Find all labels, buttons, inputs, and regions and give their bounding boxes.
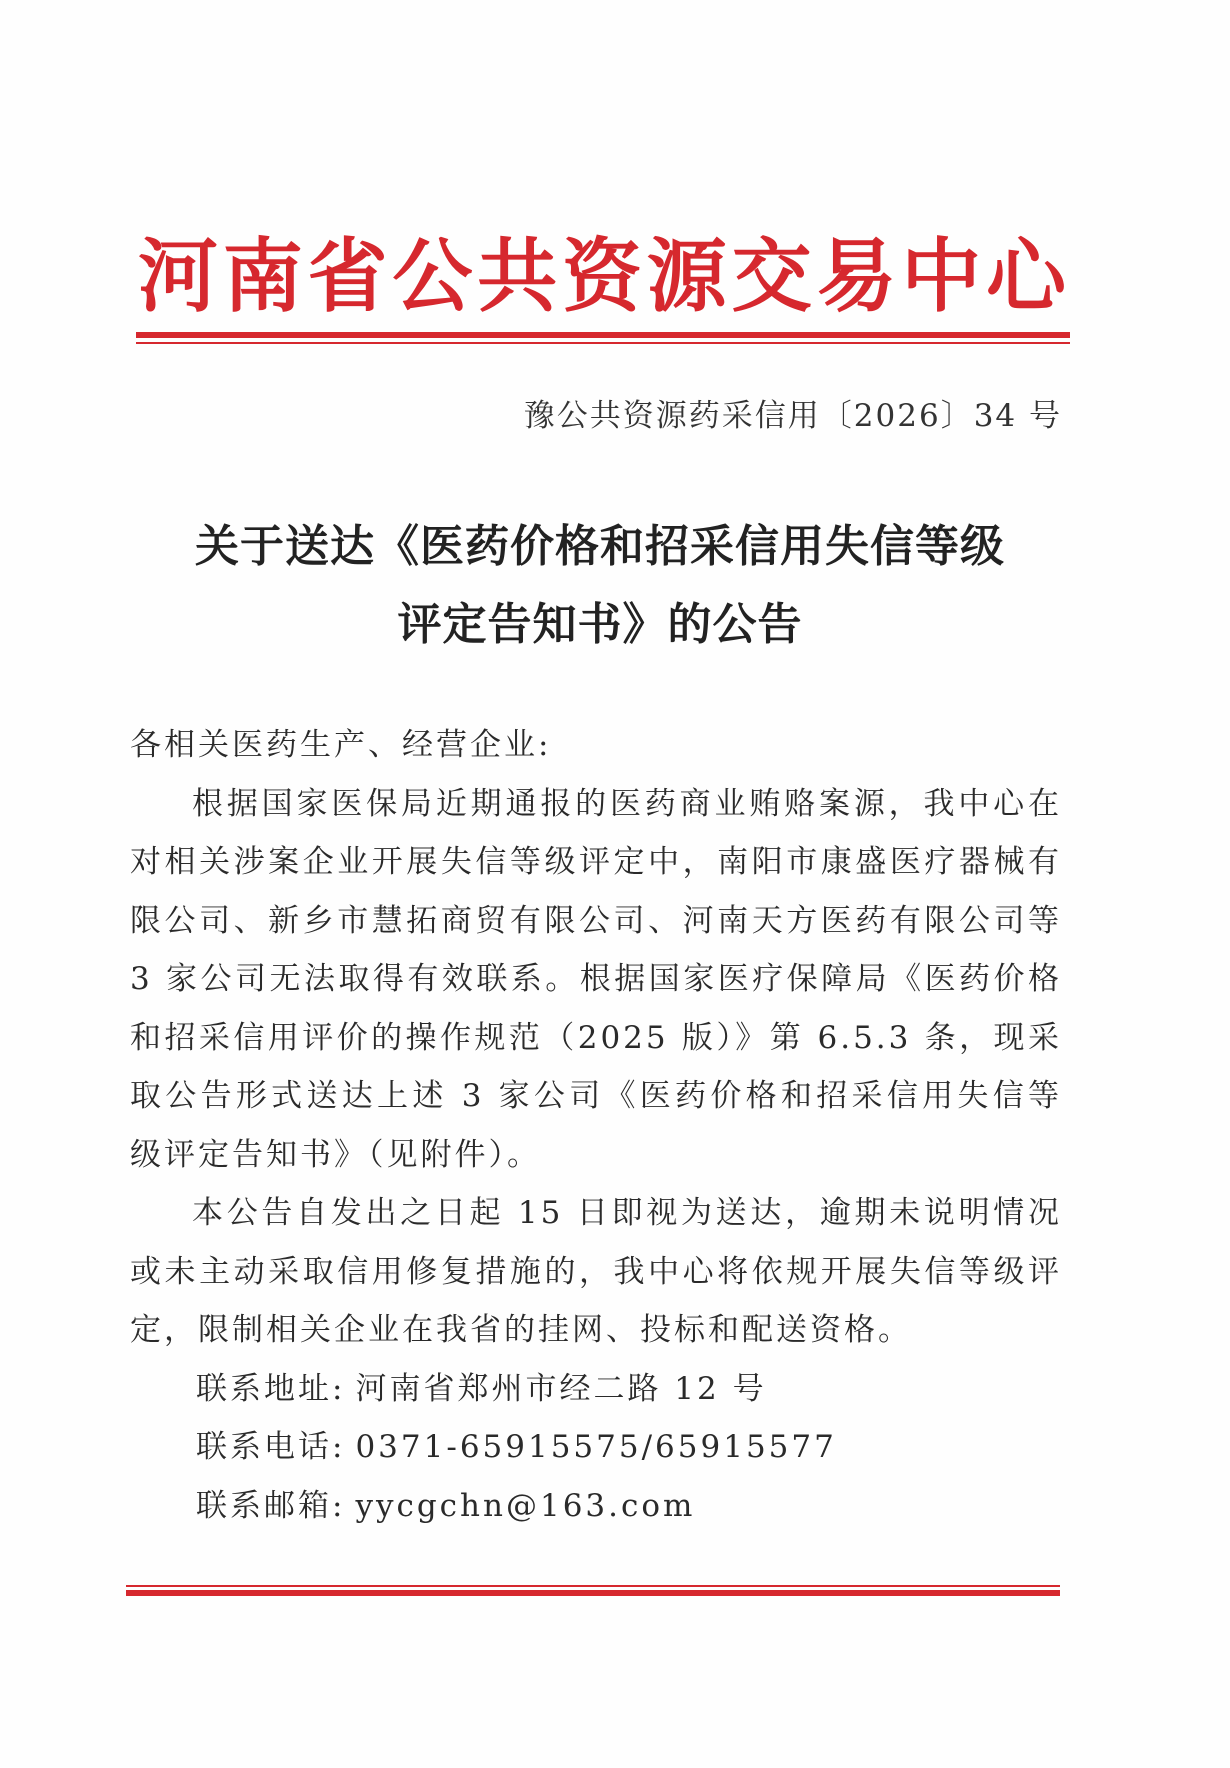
document-number: 豫公共资源药采信用〔2026〕34 号 bbox=[523, 398, 1062, 434]
contact-email-label: 联系邮箱: bbox=[196, 1487, 346, 1524]
letterhead-red-rule-thin bbox=[136, 342, 1070, 344]
title-line-2: 评定告知书》的公告 bbox=[397, 599, 803, 650]
contact-phone-value: 0371-65915575/65915577 bbox=[355, 1429, 837, 1465]
salutation: 各相关医药生产、经营企业: bbox=[130, 727, 552, 763]
document-title bbox=[150, 508, 1050, 664]
document-body bbox=[130, 716, 1062, 1535]
contact-address bbox=[130, 1360, 1062, 1419]
contact-address-label: 联系地址: bbox=[196, 1370, 346, 1407]
contact-address-value: 河南省郑州市经二路 12 号 bbox=[355, 1370, 767, 1407]
contact-email bbox=[130, 1477, 1062, 1536]
contact-email-value: yycgchn@163.com bbox=[355, 1487, 696, 1524]
footer-red-rule-thick bbox=[126, 1590, 1060, 1596]
contact-phone bbox=[130, 1418, 1062, 1477]
body-paragraph-1: 根据国家医保局近期通报的医药商业贿赂案源，我中心在对相关涉案企业开展失信等级评定中，南阳市康盛医疗器械有限公司、新乡市慧拓商贸有限公司、河南天方医药有限公司等 3 家公司无法取得有效联系。根据国家医疗保障局《医药价格和招采信用评价的操作规范（2025 版）》第 6.5.3 条，现采取公告形式送达上述 3 家公司《医药价格和招采信用失信等级评定告知书》（见附件）。 bbox=[130, 785, 1062, 1173]
contact-phone-label: 联系电话: bbox=[196, 1429, 346, 1465]
footer-red-rule-thin bbox=[126, 1585, 1060, 1587]
title-line-1: 关于送达《医药价格和招采信用失信等级 bbox=[195, 521, 1005, 572]
letterhead-red-rule-thick bbox=[136, 332, 1070, 338]
letterhead-title: 河南省公共资源交易中心 bbox=[138, 230, 1068, 323]
body-paragraph-2: 本公告自发出之日起 15 日即视为送达，逾期未说明情况或未主动采取信用修复措施的，我中心将依规开展失信等级评定，限制相关企业在我省的挂网、投标和配送资格。 bbox=[130, 1195, 1062, 1348]
